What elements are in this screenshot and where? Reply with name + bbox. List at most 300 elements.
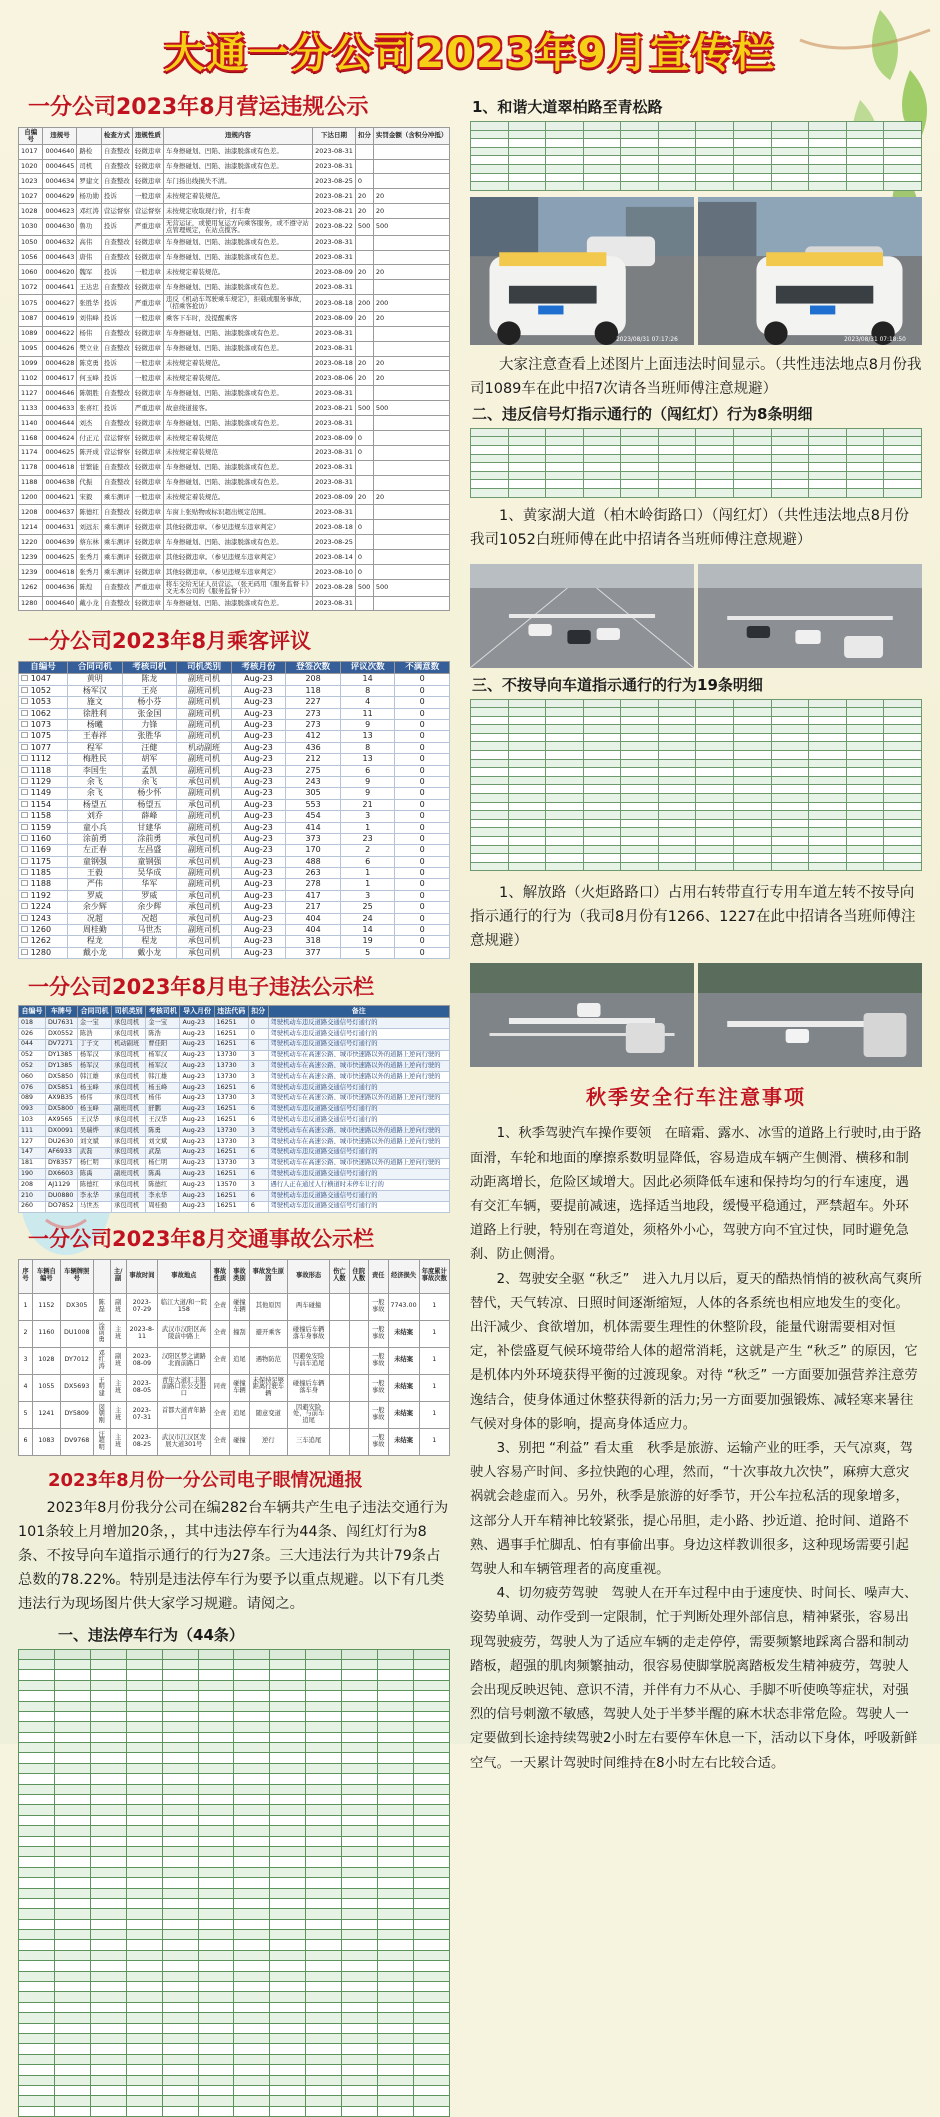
table-cell	[734, 845, 772, 854]
note3: 1、解放路（火炬路路口）占用右转带直行专用车道左转不按导向指示通行的行为（我司8月份有1266、1227在此中招请各当班师傅注意规避）	[470, 885, 916, 950]
table-cell	[355, 159, 373, 174]
table-cell	[306, 1898, 342, 1908]
table-cell	[54, 1774, 90, 1784]
table-cell	[846, 854, 884, 863]
table-row	[471, 130, 922, 139]
table-cell	[413, 1992, 449, 2002]
table-cell	[19, 2044, 55, 2054]
table-cell	[270, 2096, 306, 2106]
table-cell: 500	[355, 579, 373, 596]
table-cell	[306, 1940, 342, 1950]
table-cell: 16251	[214, 1169, 248, 1180]
table-cell: 汪健	[122, 742, 177, 753]
table-cell	[90, 1711, 126, 1721]
table-cell	[621, 819, 659, 828]
table-cell	[342, 1992, 378, 2002]
table-cell	[696, 122, 734, 131]
table-cell: 2023-08-09	[126, 1347, 157, 1374]
item3-title: 三、不按导向车道指示通行的行为19条明细	[472, 675, 763, 694]
page-title: 大通一分公司2023年9月宣传栏	[164, 31, 776, 77]
table-cell	[471, 182, 509, 191]
table-cell	[846, 182, 884, 191]
table-cell: 0	[355, 520, 373, 535]
table-row	[19, 788, 450, 799]
table-cell: 13730	[214, 1072, 248, 1083]
table-cell	[162, 1680, 198, 1690]
table-header-cell: 事故性质	[210, 1259, 229, 1293]
table-cell	[846, 708, 884, 717]
table-cell	[198, 1784, 234, 1794]
table-cell: 驾驶机动车违反道路交通信号灯通行的	[268, 1018, 449, 1029]
table-cell	[19, 2075, 55, 2085]
table-cell	[546, 173, 584, 182]
table-cell: 2023-08-31	[313, 505, 356, 520]
table-cell: 副班司机	[177, 697, 232, 708]
table-cell	[162, 1711, 198, 1721]
table-cell	[471, 471, 509, 480]
table-row	[19, 2054, 450, 2064]
table-row	[19, 386, 450, 401]
photo-row-2	[470, 564, 922, 668]
table-cell	[884, 794, 922, 803]
table-cell	[378, 1992, 414, 2002]
table-cell: 副班司机	[177, 811, 232, 822]
table-cell: 同责	[210, 1374, 229, 1401]
table-cell	[90, 2002, 126, 2012]
table-cell	[846, 139, 884, 148]
table-cell	[696, 725, 734, 734]
table-cell: 一般事故	[369, 1428, 388, 1455]
table-cell: 随意变道	[249, 1401, 288, 1428]
table-cell	[809, 742, 847, 751]
table-row	[19, 708, 450, 719]
table-cell	[846, 156, 884, 165]
table-cell	[270, 1867, 306, 1877]
table-cell: 邓红涛	[93, 1347, 110, 1374]
table-cell: 1089	[19, 326, 43, 341]
table-cell	[342, 1909, 378, 1919]
table-cell	[884, 463, 922, 472]
table-cell	[471, 811, 509, 820]
table-cell	[342, 1805, 378, 1815]
table-row	[19, 1029, 450, 1040]
table-cell	[270, 1670, 306, 1680]
table-row	[471, 802, 922, 811]
table-cell: 轻微违章	[132, 159, 163, 174]
table-cell	[658, 182, 696, 191]
table-cell	[413, 2065, 449, 2075]
table-cell: 0004623	[43, 204, 77, 219]
table-cell	[734, 725, 772, 734]
table-cell: 乘车测评	[101, 490, 132, 505]
table-cell: 自查整改	[101, 505, 132, 520]
table-cell: AX9565	[45, 1115, 77, 1126]
table-cell	[19, 1805, 55, 1815]
table-cell	[126, 2085, 162, 2095]
table-cell	[270, 1722, 306, 1732]
table-cell: 余少辉	[68, 902, 123, 913]
table-cell	[54, 1691, 90, 1701]
table-cell	[306, 1826, 342, 1836]
table-cell	[583, 173, 621, 182]
table-row	[19, 490, 450, 505]
table-cell: 2023-08-31	[313, 250, 356, 265]
table-row	[19, 159, 450, 174]
table-row	[19, 1930, 450, 1940]
table-cell	[306, 1867, 342, 1877]
table-cell: 2023-08-09	[313, 311, 356, 326]
table-cell	[658, 428, 696, 437]
table-cell	[198, 2096, 234, 2106]
table-cell: 副班	[110, 1347, 126, 1374]
table-cell	[846, 751, 884, 760]
table-cell	[413, 1805, 449, 1815]
table-cell: 闵朝刚	[93, 1401, 110, 1428]
table-cell	[378, 1722, 414, 1732]
table-cell: 263	[286, 868, 341, 879]
table-cell	[884, 716, 922, 725]
item3-table	[470, 699, 922, 872]
table-cell	[621, 122, 659, 131]
table-cell	[413, 1763, 449, 1773]
table-cell	[373, 550, 449, 565]
table-cell: 6	[248, 1201, 268, 1212]
table-cell	[355, 475, 373, 490]
table-cell: 杨伟	[77, 326, 102, 341]
table-cell: 16251	[214, 1201, 248, 1212]
table-cell	[342, 1867, 378, 1877]
table-cell: Aug-23	[231, 936, 286, 947]
table-cell	[306, 1753, 342, 1763]
table-cell: 其他原因	[249, 1293, 288, 1320]
table-cell	[126, 1691, 162, 1701]
table-cell: 1220	[19, 535, 43, 550]
table-cell: 投诉	[101, 401, 132, 416]
table-cell	[696, 428, 734, 437]
table-cell	[884, 751, 922, 760]
table-cell	[162, 1670, 198, 1680]
table-cell	[90, 1961, 126, 1971]
table-cell	[342, 1846, 378, 1856]
table-row	[471, 488, 922, 497]
table-cell	[54, 1732, 90, 1742]
table-cell: 0004617	[43, 371, 77, 386]
table-cell: 2023-08-21	[313, 189, 356, 204]
table-row	[19, 799, 450, 810]
table-cell	[54, 2075, 90, 2085]
table-cell: 2023-08-25	[313, 535, 356, 550]
table-cell	[373, 520, 449, 535]
electronic-table	[18, 1005, 450, 1212]
table-cell	[771, 463, 809, 472]
table-cell	[306, 1888, 342, 1898]
table-cell: 0004640	[43, 596, 77, 611]
table-cell	[342, 2023, 378, 2033]
table-cell	[198, 1878, 234, 1888]
table-cell	[734, 122, 772, 131]
table-row	[19, 1992, 450, 2002]
table-cell: 投诉	[101, 265, 132, 280]
table-cell: 1262	[19, 579, 43, 596]
table-cell: 6	[248, 1147, 268, 1158]
table-cell	[342, 1763, 378, 1773]
table-cell	[884, 147, 922, 156]
table-cell	[508, 742, 546, 751]
table-cell	[809, 828, 847, 837]
table-cell	[508, 759, 546, 768]
table-cell	[658, 725, 696, 734]
table-cell	[471, 819, 509, 828]
table-cell: 余飞	[122, 776, 177, 787]
table-cell	[696, 828, 734, 837]
table-row	[19, 416, 450, 431]
table-cell	[306, 1659, 342, 1669]
table-cell: 副班司机	[177, 788, 232, 799]
table-cell	[508, 139, 546, 148]
table-row	[19, 1701, 450, 1711]
table-cell	[90, 1659, 126, 1669]
table-cell: 遇物防范	[249, 1347, 288, 1374]
table-cell: 张秀月	[77, 550, 102, 565]
table-cell: 承包司机	[112, 1018, 146, 1029]
table-cell	[270, 1930, 306, 1940]
table-cell: 投诉	[101, 189, 132, 204]
table-cell: 170	[286, 845, 341, 856]
table-cell	[234, 1846, 270, 1856]
table-cell	[373, 535, 449, 550]
table-cell	[621, 768, 659, 777]
table-cell: 车身擦碰划、凹陷、油漆脱落或有色差。	[163, 280, 312, 295]
table-row	[471, 463, 922, 472]
table-cell: 戴小龙	[77, 596, 102, 611]
table-cell	[413, 1950, 449, 1960]
table-cell	[413, 1649, 449, 1659]
table-cell: 0	[355, 445, 373, 460]
table-cell: Aug-23	[180, 1039, 214, 1050]
table-row	[19, 1082, 450, 1093]
table-row	[19, 1401, 450, 1428]
table-cell	[162, 1982, 198, 1992]
table-row	[19, 579, 450, 596]
table-row	[471, 776, 922, 785]
table-cell	[126, 1961, 162, 1971]
table-cell	[54, 1919, 90, 1929]
table-cell	[846, 725, 884, 734]
table-cell: 2023-08-09	[313, 431, 356, 446]
table-cell: 243	[286, 776, 341, 787]
accident-table	[18, 1259, 450, 1456]
table-cell	[771, 742, 809, 751]
table-cell	[162, 1753, 198, 1763]
table-cell	[355, 505, 373, 520]
table-cell: ☐ 1169	[19, 845, 68, 856]
table-cell	[508, 147, 546, 156]
table-cell	[508, 785, 546, 794]
table-cell: 0004630	[43, 219, 77, 236]
table-cell	[658, 708, 696, 717]
table-cell	[884, 862, 922, 871]
table-cell	[198, 1680, 234, 1690]
table-cell	[621, 130, 659, 139]
table-cell: 陈浩	[77, 1029, 111, 1040]
autumn-tips	[470, 1122, 922, 1775]
autumn-tip-2: 2、驾驶安全驱 “秋乏” 进入九月以后，夏天的酷热悄悄的被秋高气爽所替代，天气转凉、日照时间逐渐缩短，人体的各系统也相应地发生的变化。出汗减少、食欲增加，机体需要生理性的休整阶段，能量代谢需要相对恒定，补偿盛夏气候环境带给人体的超常消耗，这就是产生 “秋乏” 的原因，它是机体内外环境获得平衡的过渡现象。对待 “秋乏” 一方面要加强营养注意劳逸结合，使身体通过休整获得新的活力;另一方面要加强锻炼、减轻寒来暑往气候对身体的影响，提高身体适应力。	[470, 1271, 922, 1432]
table-cell	[234, 2044, 270, 2054]
table-cell	[90, 1878, 126, 1888]
table-cell: 张胜华	[77, 295, 102, 312]
table-row	[19, 1018, 450, 1029]
table-cell	[658, 854, 696, 863]
table-cell	[19, 1649, 55, 1659]
table-cell	[809, 122, 847, 131]
table-cell	[355, 280, 373, 295]
table-cell: 0	[395, 856, 450, 867]
table-cell: Aug-23	[231, 845, 286, 856]
violation-photo-2	[698, 197, 922, 345]
table-cell	[234, 2106, 270, 2116]
table-cell	[19, 1743, 55, 1753]
table-cell: 一般事故	[369, 1374, 388, 1401]
table-row	[19, 1805, 450, 1815]
table-cell	[306, 1919, 342, 1929]
table-cell: 承包司机	[177, 913, 232, 924]
table-row	[19, 697, 450, 708]
table-cell	[306, 2002, 342, 2012]
table-cell	[19, 1888, 55, 1898]
table-cell	[234, 1909, 270, 1919]
table-row	[19, 2106, 450, 2116]
table-cell: 1241	[33, 1401, 61, 1428]
table-cell: 其他轻微违章。（参见违规车违章判定）	[163, 550, 312, 565]
table-cell	[90, 1888, 126, 1898]
table-cell: Aug-23	[231, 811, 286, 822]
table-cell: 车身擦碰划、凹陷、油漆脱落或有色差。	[163, 596, 312, 611]
table-cell: 0004627	[43, 295, 77, 312]
table-cell: ☐ 1192	[19, 890, 68, 901]
table-row	[471, 733, 922, 742]
table-cell: 武汉市汉阳区高陵前中路上	[158, 1320, 211, 1347]
table-cell	[234, 1691, 270, 1701]
table-row	[19, 1763, 450, 1773]
table-cell: 投诉	[101, 311, 132, 326]
table-cell	[809, 708, 847, 717]
table-cell	[696, 699, 734, 708]
table-row	[19, 1115, 450, 1126]
table-cell	[546, 751, 584, 760]
table-cell	[90, 2106, 126, 2116]
table-cell: Aug-23	[180, 1029, 214, 1040]
table-cell: ☐ 1112	[19, 754, 68, 765]
table-cell	[342, 2002, 378, 2012]
table-cell: 涂前勇	[68, 833, 123, 844]
table-row	[19, 1940, 450, 1950]
table-cell: 6	[248, 1115, 268, 1126]
table-cell	[373, 445, 449, 460]
table-cell: 2023-08-31	[313, 159, 356, 174]
table-cell	[54, 1826, 90, 1836]
table-row	[19, 2044, 450, 2054]
table-cell	[734, 480, 772, 489]
table-cell	[771, 845, 809, 854]
table-cell	[19, 1774, 55, 1784]
table-row	[19, 1878, 450, 1888]
table-cell	[234, 1701, 270, 1711]
table-cell: Aug-23	[231, 720, 286, 731]
table-row	[19, 445, 450, 460]
table-cell	[306, 1878, 342, 1888]
table-cell	[198, 1701, 234, 1711]
table-cell	[696, 811, 734, 820]
table-cell	[355, 144, 373, 159]
table-row	[19, 1867, 450, 1877]
table-row	[19, 1093, 450, 1104]
table-cell	[583, 837, 621, 846]
table-row	[19, 1815, 450, 1825]
table-cell	[546, 768, 584, 777]
table-row	[19, 1774, 450, 1784]
table-cell: 16251	[214, 1104, 248, 1115]
table-cell	[234, 1711, 270, 1721]
table-cell: 8	[340, 742, 395, 753]
table-cell: 0004618	[43, 460, 77, 475]
table-cell	[809, 837, 847, 846]
table-cell	[126, 1971, 162, 1981]
table-cell	[846, 164, 884, 173]
table-cell	[270, 1846, 306, 1856]
table-row	[19, 1147, 450, 1158]
table-row	[19, 1201, 450, 1212]
table-cell	[846, 802, 884, 811]
table-cell: 陈德红	[77, 505, 102, 520]
table-cell	[162, 2013, 198, 2023]
table-cell: 未结案	[388, 1374, 419, 1401]
table-cell	[658, 759, 696, 768]
table-row	[19, 431, 450, 446]
table-cell	[306, 1784, 342, 1794]
table-cell	[696, 845, 734, 854]
table-cell	[373, 235, 449, 250]
table-cell	[378, 2023, 414, 2033]
table-cell: 杨玉峰	[146, 1082, 180, 1093]
table-cell: 1023	[19, 174, 43, 189]
table-cell	[809, 845, 847, 854]
table-cell	[413, 2023, 449, 2033]
table-cell: 0	[355, 174, 373, 189]
table-cell	[19, 1857, 55, 1867]
table-cell	[270, 2085, 306, 2095]
table-cell: DY7012	[60, 1347, 93, 1374]
table-cell: 车身擦碰划、凹陷、油漆脱落或有色差。	[163, 159, 312, 174]
table-cell	[342, 1701, 378, 1711]
table-cell: 一般事故	[369, 1401, 388, 1428]
table-cell: 自查整改	[101, 280, 132, 295]
table-row	[19, 947, 450, 958]
table-cell	[378, 1909, 414, 1919]
table-cell	[198, 1930, 234, 1940]
table-cell: 车门扬出线损失不清。	[163, 174, 312, 189]
table-cell: 2023-07-29	[126, 1293, 157, 1320]
table-cell	[658, 164, 696, 173]
table-cell: 0004637	[43, 505, 77, 520]
table-cell: 052	[19, 1050, 46, 1061]
table-cell	[198, 1691, 234, 1701]
table-cell: DU1008	[60, 1320, 93, 1347]
table-cell: 1	[19, 1293, 33, 1320]
table-cell: 1239	[19, 550, 43, 565]
table-cell	[90, 1691, 126, 1701]
table-cell	[583, 147, 621, 156]
table-cell: Aug-23	[180, 1018, 214, 1029]
